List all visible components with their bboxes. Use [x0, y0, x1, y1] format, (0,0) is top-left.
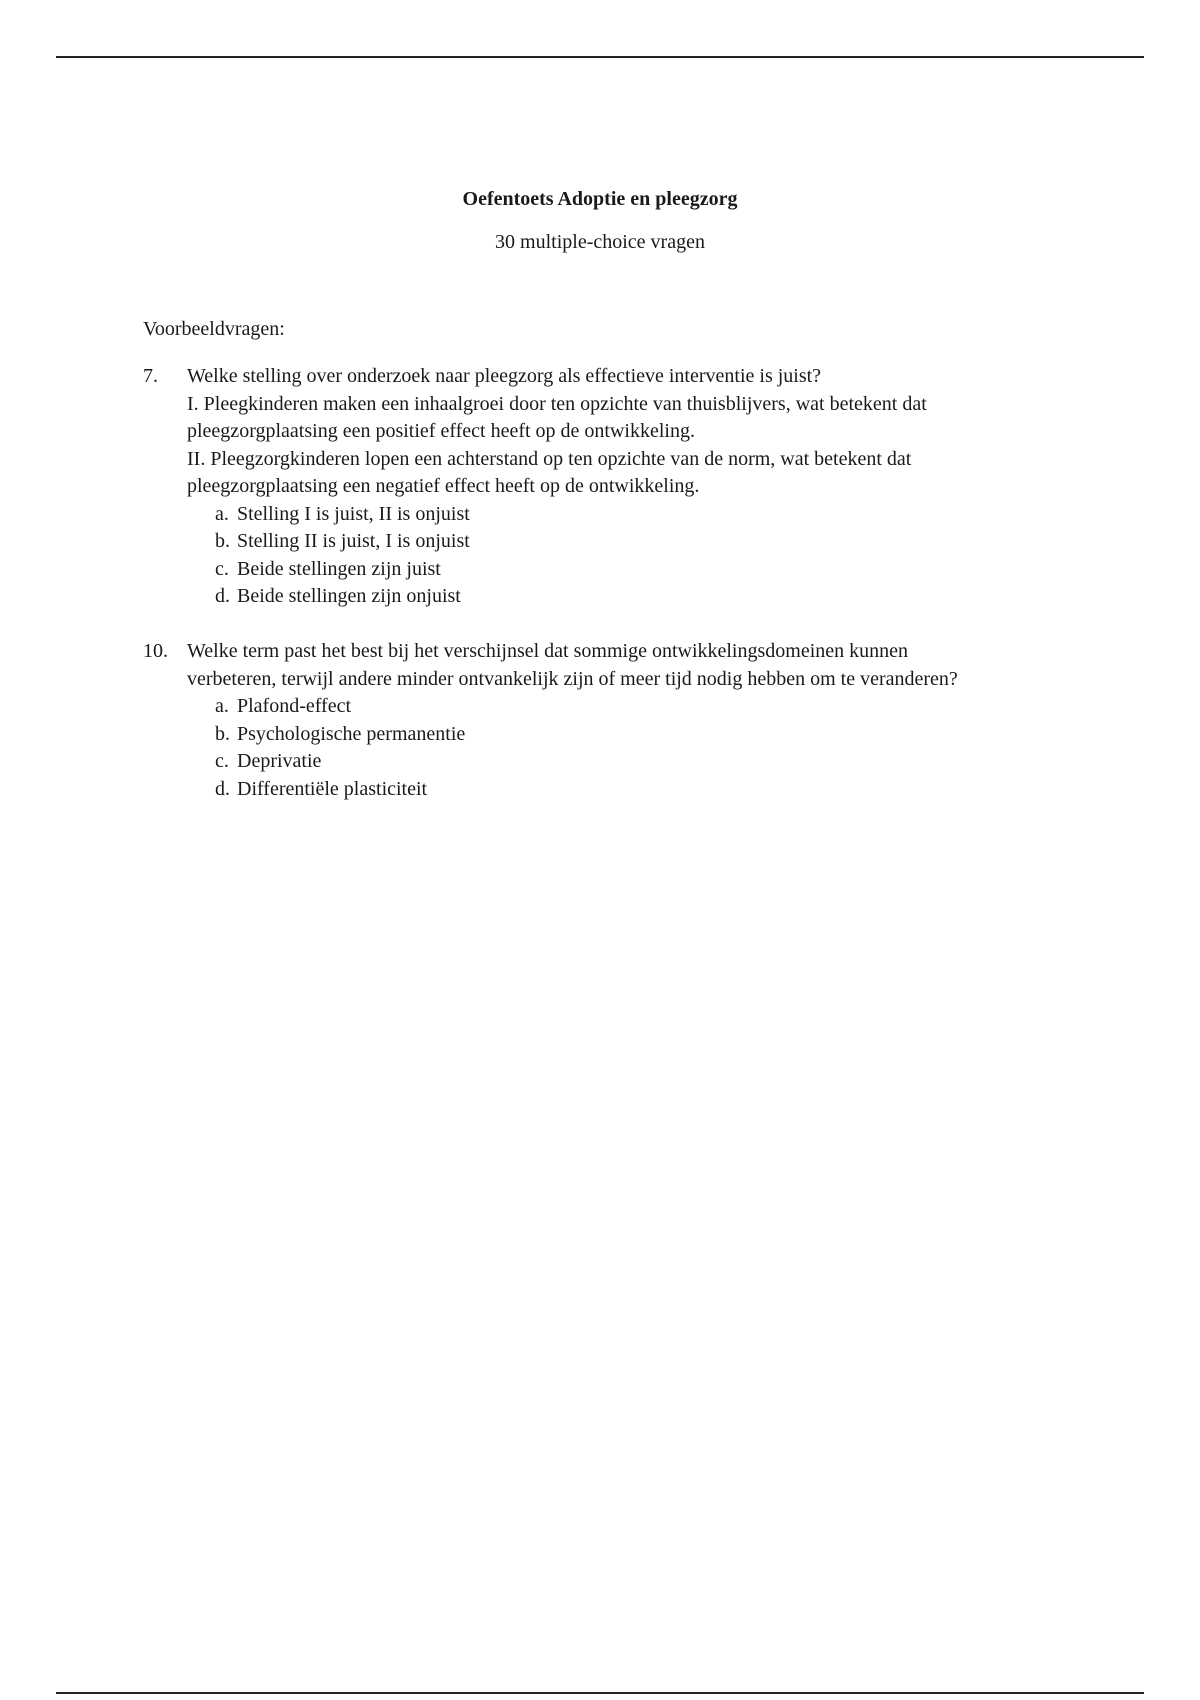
option-letter: d. [215, 585, 230, 607]
footer-rule [56, 1692, 1144, 1694]
statement-line: pleegzorgplaatsing een negatief effect heeft op de ontwikkeling. [187, 475, 700, 497]
option-letter: b. [215, 722, 230, 745]
option-text: Plafond-effect [237, 695, 352, 717]
header-rule [56, 56, 1144, 58]
question-7 [143, 363, 1063, 611]
question-text-line: Welke stelling over onderzoek naar pleegzorg als effectieve interventie is juist? [187, 365, 822, 387]
question-body [187, 363, 1063, 501]
option-text: Psychologische permanentie [237, 722, 466, 745]
option-letter: b. [215, 530, 230, 552]
answer-option-b [215, 721, 1063, 749]
answer-option-c [215, 556, 1063, 584]
answer-option-a [215, 501, 1063, 529]
option-text: Differentiële plasticiteit [237, 777, 428, 800]
answer-option-c [215, 748, 1063, 776]
option-letter: c. [215, 750, 229, 772]
answer-options [215, 693, 1063, 803]
statement-line: I. Pleegkinderen maken een inhaalgroei door ten opzichte van thuisblijvers, wat betekent dat [187, 392, 927, 415]
option-text: Stelling I is juist, II is onjuist [237, 502, 470, 525]
question-text-line: verbeteren, terwijl andere minder ontvankelijk zijn of meer tijd nodig hebben om te veranderen? [187, 667, 958, 690]
option-text: Beide stellingen zijn juist [237, 557, 441, 580]
option-letter: d. [215, 777, 230, 800]
question-number: 10. [143, 640, 168, 662]
option-text: Beide stellingen zijn onjuist [237, 585, 461, 607]
answer-options [215, 501, 1063, 611]
option-letter: a. [215, 502, 229, 525]
statement-line: II. Pleegzorgkinderen lopen een achterstand op ten opzichte van de norm, wat betekent dat [187, 447, 912, 470]
option-letter: c. [215, 557, 229, 580]
document-title: Oefentoets Adoptie en pleegzorg [462, 188, 738, 210]
option-letter: a. [215, 695, 229, 717]
statement-line: pleegzorgplaatsing een positief effect heeft op de ontwikkeling. [187, 420, 695, 442]
intro-label: Voorbeeldvragen: [143, 318, 285, 340]
answer-option-a [215, 693, 1063, 721]
answer-option-d [215, 583, 1063, 611]
question-number: 7. [143, 365, 158, 387]
answer-option-b [215, 528, 1063, 556]
question-10 [143, 638, 1063, 803]
question-text-line: Welke term past het best bij het verschijnsel dat sommige ontwikkelingsdomeinen kunnen [187, 640, 909, 662]
question-body [187, 638, 1063, 693]
answer-option-d [215, 776, 1063, 804]
option-text: Stelling II is juist, I is onjuist [237, 530, 470, 552]
document-subtitle: 30 multiple-choice vragen [495, 231, 705, 253]
option-text: Deprivatie [237, 750, 322, 772]
